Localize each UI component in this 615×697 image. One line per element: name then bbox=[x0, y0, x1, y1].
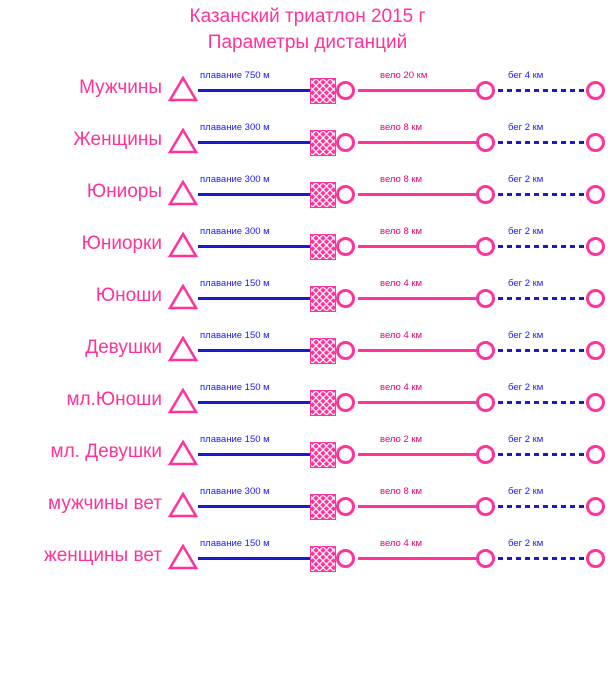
category-label: Юноши bbox=[95, 285, 162, 306]
run-segment bbox=[498, 453, 586, 456]
distance-row bbox=[0, 218, 615, 270]
category-label: Юниорки bbox=[81, 233, 162, 254]
run-segment bbox=[498, 297, 586, 300]
run-label: бег 2 км bbox=[508, 486, 544, 497]
ring-icon bbox=[476, 81, 495, 100]
swim-label: плавание 150 м bbox=[200, 382, 270, 393]
triangle-icon bbox=[168, 232, 198, 258]
swim-segment bbox=[198, 349, 310, 352]
run-segment bbox=[498, 401, 586, 404]
distance-track bbox=[168, 478, 615, 530]
finish-ring-icon bbox=[586, 185, 605, 204]
category-label: женщины вет bbox=[44, 545, 162, 566]
distance-row bbox=[0, 166, 615, 218]
transition-box-icon bbox=[310, 494, 336, 520]
triangle-icon bbox=[168, 180, 198, 206]
bike-label: вело 4 км bbox=[380, 382, 423, 393]
triangle-icon bbox=[168, 76, 198, 102]
distance-track bbox=[168, 374, 615, 426]
bike-segment bbox=[358, 193, 478, 196]
run-segment bbox=[498, 505, 586, 508]
ring-icon bbox=[476, 237, 495, 256]
triangle-icon bbox=[168, 388, 198, 414]
ring-icon bbox=[336, 497, 355, 516]
category-label: мужчины вет bbox=[48, 493, 162, 514]
bike-label: вело 4 км bbox=[380, 538, 423, 549]
finish-ring-icon bbox=[586, 289, 605, 308]
distance-track bbox=[168, 114, 615, 166]
ring-icon bbox=[476, 289, 495, 308]
ring-icon bbox=[476, 549, 495, 568]
finish-ring-icon bbox=[586, 341, 605, 360]
bike-label: вело 4 км bbox=[380, 330, 423, 341]
run-label: бег 2 км bbox=[508, 538, 544, 549]
run-label: бег 2 км bbox=[508, 122, 544, 133]
triangle-icon bbox=[168, 544, 198, 570]
bike-label: вело 2 км bbox=[380, 434, 423, 445]
swim-segment bbox=[198, 297, 310, 300]
swim-label: плавание 150 м bbox=[200, 330, 270, 341]
swim-segment bbox=[198, 193, 310, 196]
triangle-icon bbox=[168, 336, 198, 362]
bike-segment bbox=[358, 297, 478, 300]
bike-segment bbox=[358, 557, 478, 560]
ring-icon bbox=[336, 289, 355, 308]
bike-label: вело 8 км bbox=[380, 226, 423, 237]
distance-rows bbox=[0, 62, 615, 582]
ring-icon bbox=[476, 341, 495, 360]
ring-icon bbox=[476, 133, 495, 152]
transition-box-icon bbox=[310, 442, 336, 468]
ring-icon bbox=[476, 185, 495, 204]
swim-segment bbox=[198, 505, 310, 508]
distance-row bbox=[0, 322, 615, 374]
distance-track bbox=[168, 270, 615, 322]
bike-segment bbox=[358, 89, 478, 92]
bike-label: вело 20 км bbox=[380, 70, 428, 81]
ring-icon bbox=[336, 393, 355, 412]
ring-icon bbox=[476, 393, 495, 412]
distance-track bbox=[168, 218, 615, 270]
transition-box-icon bbox=[310, 338, 336, 364]
transition-box-icon bbox=[310, 286, 336, 312]
category-label: Девушки bbox=[85, 337, 162, 358]
run-label: бег 2 км bbox=[508, 278, 544, 289]
ring-icon bbox=[336, 341, 355, 360]
distance-track bbox=[168, 530, 615, 582]
run-segment bbox=[498, 89, 586, 92]
chart-title bbox=[0, 0, 615, 56]
transition-box-icon bbox=[310, 78, 336, 104]
swim-segment bbox=[198, 141, 310, 144]
finish-ring-icon bbox=[586, 237, 605, 256]
transition-box-icon bbox=[310, 234, 336, 260]
transition-box-icon bbox=[310, 546, 336, 572]
ring-icon bbox=[336, 549, 355, 568]
category-label: Женщины bbox=[73, 129, 162, 150]
bike-segment bbox=[358, 245, 478, 248]
bike-segment bbox=[358, 453, 478, 456]
swim-segment bbox=[198, 245, 310, 248]
bike-segment bbox=[358, 349, 478, 352]
ring-icon bbox=[336, 81, 355, 100]
ring-icon bbox=[336, 445, 355, 464]
swim-segment bbox=[198, 401, 310, 404]
run-segment bbox=[498, 557, 586, 560]
triangle-icon bbox=[168, 492, 198, 518]
swim-label: плавание 300 м bbox=[200, 122, 270, 133]
category-label: мл. Девушки bbox=[50, 441, 162, 462]
run-segment bbox=[498, 193, 586, 196]
ring-icon bbox=[336, 237, 355, 256]
bike-segment bbox=[358, 401, 478, 404]
transition-box-icon bbox=[310, 130, 336, 156]
ring-icon bbox=[336, 133, 355, 152]
distance-row bbox=[0, 114, 615, 166]
triangle-icon bbox=[168, 128, 198, 154]
transition-box-icon bbox=[310, 182, 336, 208]
swim-label: плавание 300 м bbox=[200, 486, 270, 497]
swim-label: плавание 150 м bbox=[200, 538, 270, 549]
swim-label: плавание 300 м bbox=[200, 174, 270, 185]
distance-row bbox=[0, 62, 615, 114]
bike-label: вело 4 км bbox=[380, 278, 423, 289]
distance-row bbox=[0, 478, 615, 530]
run-label: бег 2 км bbox=[508, 434, 544, 445]
bike-label: вело 8 км bbox=[380, 486, 423, 497]
run-label: бег 2 км bbox=[508, 330, 544, 341]
distance-track bbox=[168, 62, 615, 114]
title-line-2: Параметры дистанций bbox=[207, 32, 408, 53]
run-label: бег 2 км bbox=[508, 382, 544, 393]
finish-ring-icon bbox=[586, 81, 605, 100]
bike-label: вело 8 км bbox=[380, 174, 423, 185]
title-line-1: Казанский триатлон 2015 г bbox=[189, 6, 426, 27]
swim-label: плавание 750 м bbox=[200, 70, 270, 81]
ring-icon bbox=[476, 445, 495, 464]
swim-segment bbox=[198, 453, 310, 456]
run-label: бег 2 км bbox=[508, 174, 544, 185]
run-segment bbox=[498, 349, 586, 352]
distance-track bbox=[168, 426, 615, 478]
swim-segment bbox=[198, 557, 310, 560]
run-label: бег 4 км bbox=[508, 70, 544, 81]
finish-ring-icon bbox=[586, 497, 605, 516]
swim-label: плавание 150 м bbox=[200, 434, 270, 445]
transition-box-icon bbox=[310, 390, 336, 416]
run-label: бег 2 км bbox=[508, 226, 544, 237]
triangle-icon bbox=[168, 284, 198, 310]
distance-row bbox=[0, 270, 615, 322]
finish-ring-icon bbox=[586, 133, 605, 152]
category-label: мл.Юноши bbox=[66, 389, 162, 410]
category-label: Юниоры bbox=[86, 181, 162, 202]
bike-segment bbox=[358, 505, 478, 508]
bike-segment bbox=[358, 141, 478, 144]
distance-track bbox=[168, 322, 615, 374]
bike-label: вело 8 км bbox=[380, 122, 423, 133]
finish-ring-icon bbox=[586, 445, 605, 464]
ring-icon bbox=[336, 185, 355, 204]
run-segment bbox=[498, 141, 586, 144]
ring-icon bbox=[476, 497, 495, 516]
swim-segment bbox=[198, 89, 310, 92]
category-label: Мужчины bbox=[79, 77, 162, 98]
distance-row bbox=[0, 426, 615, 478]
swim-label: плавание 300 м bbox=[200, 226, 270, 237]
finish-ring-icon bbox=[586, 393, 605, 412]
swim-label: плавание 150 м bbox=[200, 278, 270, 289]
run-segment bbox=[498, 245, 586, 248]
distance-row bbox=[0, 530, 615, 582]
finish-ring-icon bbox=[586, 549, 605, 568]
distance-row bbox=[0, 374, 615, 426]
triangle-icon bbox=[168, 440, 198, 466]
distance-track bbox=[168, 166, 615, 218]
